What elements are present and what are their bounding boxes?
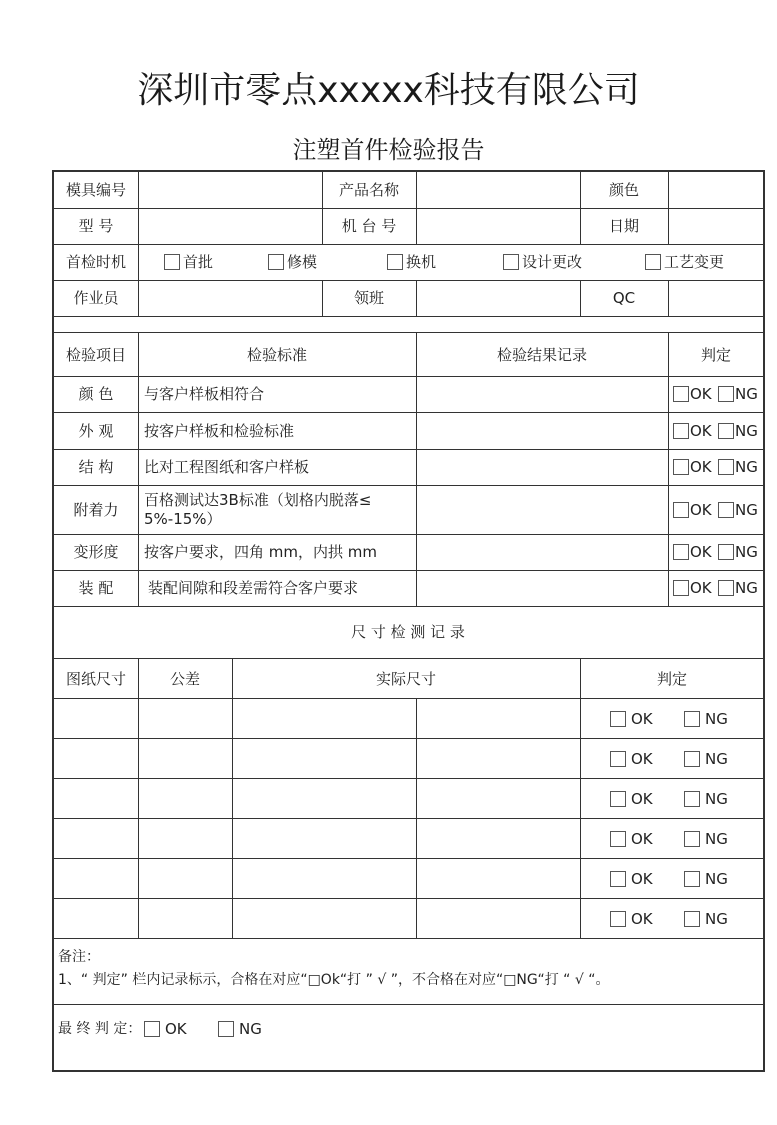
col-divider — [580, 280, 581, 316]
ok-checkbox[interactable] — [673, 580, 689, 596]
col-divider — [668, 332, 669, 606]
ok-checkbox[interactable] — [673, 423, 689, 439]
company-name: 深圳市零点xxxxx科技有限公司 — [137, 70, 640, 111]
ok-label: OK — [690, 501, 712, 519]
row-divider — [54, 570, 763, 571]
col-divider — [580, 172, 581, 244]
row-divider — [54, 376, 763, 377]
ok-label: OK — [690, 385, 712, 403]
final-ng-label: NG — [239, 1020, 262, 1038]
checkbox-first-batch[interactable] — [164, 254, 180, 270]
col-divider — [138, 172, 139, 244]
ng-label: NG — [735, 422, 758, 440]
inspection-item-name: 外 观 — [78, 422, 114, 440]
ng-label: NG — [735, 458, 758, 476]
inspection-item-standard: 与客户样板相符合 — [144, 385, 265, 403]
row-divider — [54, 898, 763, 899]
inspection-header-result: 检验结果记录 — [496, 346, 588, 364]
row-divider — [54, 485, 763, 486]
option-process-change: 工艺变更 — [664, 253, 725, 271]
row-divider — [54, 316, 763, 317]
checkbox-machine-change[interactable] — [387, 254, 403, 270]
row-divider — [54, 698, 763, 699]
ng-label: NG — [705, 830, 728, 848]
col-divider — [416, 698, 417, 938]
ok-label: OK — [631, 830, 653, 848]
row-divider — [54, 606, 763, 607]
mold-no-label: 模具编号 — [65, 181, 127, 199]
checkbox-design-change[interactable] — [503, 254, 519, 270]
ok-label: OK — [631, 910, 653, 928]
col-divider — [668, 172, 669, 244]
first-inspection-timing-label: 首检时机 — [65, 253, 127, 271]
final-ok-checkbox[interactable] — [144, 1021, 160, 1037]
product-name-label: 产品名称 — [338, 181, 400, 199]
ok-label: OK — [631, 870, 653, 888]
ng-checkbox[interactable] — [684, 871, 700, 887]
dimension-header-actual: 实际尺寸 — [375, 670, 437, 688]
ng-checkbox[interactable] — [718, 580, 734, 596]
inspection-item-standard: 装配间隙和段差需符合客户要求 — [148, 579, 359, 597]
ng-label: NG — [705, 870, 728, 888]
ng-checkbox[interactable] — [684, 911, 700, 927]
row-divider — [54, 449, 763, 450]
ok-label: OK — [690, 422, 712, 440]
row-divider — [54, 858, 763, 859]
date-label: 日期 — [608, 217, 640, 235]
ok-label: OK — [631, 750, 653, 768]
col-divider — [138, 244, 139, 280]
operator-label: 作业员 — [73, 289, 119, 307]
color-label: 颜色 — [608, 181, 640, 199]
ok-label: OK — [631, 710, 653, 728]
ng-label: NG — [735, 579, 758, 597]
ok-checkbox[interactable] — [610, 751, 626, 767]
row-divider — [54, 208, 763, 209]
inspection-item-standard: 百格测试达3B标准（划格内脱落≤ 5%-15%） — [144, 491, 372, 528]
model-label: 型 号 — [78, 217, 114, 235]
ng-checkbox[interactable] — [718, 502, 734, 518]
qc-label: QC — [612, 289, 636, 307]
ok-checkbox[interactable] — [673, 459, 689, 475]
col-divider — [416, 172, 417, 244]
option-machine-change: 换机 — [406, 253, 437, 271]
row-divider — [54, 332, 763, 333]
ok-label: OK — [690, 579, 712, 597]
ok-checkbox[interactable] — [673, 544, 689, 560]
ng-checkbox[interactable] — [718, 386, 734, 402]
checkbox-process-change[interactable] — [645, 254, 661, 270]
final-ng-checkbox[interactable] — [218, 1021, 234, 1037]
ok-checkbox[interactable] — [610, 911, 626, 927]
row-divider — [54, 280, 763, 281]
row-divider — [54, 1004, 763, 1005]
checkbox-mold-repair[interactable] — [268, 254, 284, 270]
row-divider — [54, 412, 763, 413]
ng-label: NG — [705, 910, 728, 928]
inspection-item-standard: 比对工程图纸和客户样板 — [144, 458, 310, 476]
row-divider — [54, 818, 763, 819]
final-ok-label: OK — [165, 1020, 187, 1038]
inspection-item-name: 装 配 — [78, 579, 114, 597]
ng-checkbox[interactable] — [684, 751, 700, 767]
ng-checkbox[interactable] — [684, 831, 700, 847]
inspection-header-item: 检验项目 — [65, 346, 127, 364]
col-divider — [138, 332, 139, 606]
option-mold-repair: 修模 — [287, 253, 318, 271]
option-first-batch: 首批 — [183, 253, 214, 271]
ok-checkbox[interactable] — [673, 502, 689, 518]
ok-checkbox[interactable] — [610, 831, 626, 847]
ng-checkbox[interactable] — [718, 423, 734, 439]
final-judgement-label: 最 终 判 定： — [58, 1021, 142, 1037]
remarks-label: 备注： — [58, 949, 100, 965]
ok-checkbox[interactable] — [610, 791, 626, 807]
row-divider — [54, 534, 763, 535]
ng-checkbox[interactable] — [684, 791, 700, 807]
inspection-header-judgement: 判定 — [700, 346, 732, 364]
dimension-header-tolerance: 公差 — [169, 670, 201, 688]
ok-label: OK — [690, 458, 712, 476]
inspection-item-name: 变形度 — [73, 543, 119, 561]
ng-label: NG — [735, 501, 758, 519]
report-title: 注塑首件检验报告 — [292, 136, 485, 164]
col-divider — [322, 280, 323, 316]
ng-label: NG — [705, 790, 728, 808]
option-design-change: 设计更改 — [522, 253, 583, 271]
ng-label: NG — [705, 750, 728, 768]
col-divider — [138, 658, 139, 938]
inspection-item-standard: 按客户样板和检验标准 — [144, 422, 295, 440]
col-divider — [580, 658, 581, 938]
row-divider — [54, 778, 763, 779]
ng-label: NG — [735, 385, 758, 403]
row-divider — [54, 658, 763, 659]
inspection-form — [52, 170, 765, 1072]
inspection-header-standard: 检验标准 — [246, 346, 308, 364]
ng-label: NG — [705, 710, 728, 728]
ok-checkbox[interactable] — [610, 711, 626, 727]
col-divider — [138, 280, 139, 316]
col-divider — [668, 280, 669, 316]
inspection-item-standard: 按客户要求，四角 mm，内拱 mm — [144, 543, 377, 561]
remarks-line-1: 1、“ 判定” 栏内记录标示，合格在对应“□Ok“打 ” √ ”，不合格在对应“□NG“打 “ √ “。 — [58, 972, 610, 988]
ok-label: OK — [631, 790, 653, 808]
ng-checkbox[interactable] — [718, 544, 734, 560]
row-divider — [54, 244, 763, 245]
inspection-item-name: 结 构 — [78, 458, 114, 476]
dimension-header-drawing: 图纸尺寸 — [65, 670, 127, 688]
leader-label: 领班 — [353, 289, 385, 307]
ok-checkbox[interactable] — [673, 386, 689, 402]
ng-label: NG — [735, 543, 758, 561]
dimension-section-title: 尺 寸 检 测 记 录 — [351, 623, 465, 641]
col-divider — [322, 172, 323, 244]
machine-no-label: 机 台 号 — [341, 217, 397, 235]
ng-checkbox[interactable] — [718, 459, 734, 475]
ok-label: OK — [690, 543, 712, 561]
col-divider — [232, 658, 233, 938]
inspection-item-name: 附着力 — [73, 501, 119, 519]
row-divider — [54, 938, 763, 939]
ng-checkbox[interactable] — [684, 711, 700, 727]
col-divider — [416, 280, 417, 316]
inspection-item-name: 颜 色 — [78, 385, 114, 403]
row-divider — [54, 738, 763, 739]
ok-checkbox[interactable] — [610, 871, 626, 887]
dimension-header-judgement: 判定 — [656, 670, 688, 688]
col-divider — [416, 332, 417, 606]
